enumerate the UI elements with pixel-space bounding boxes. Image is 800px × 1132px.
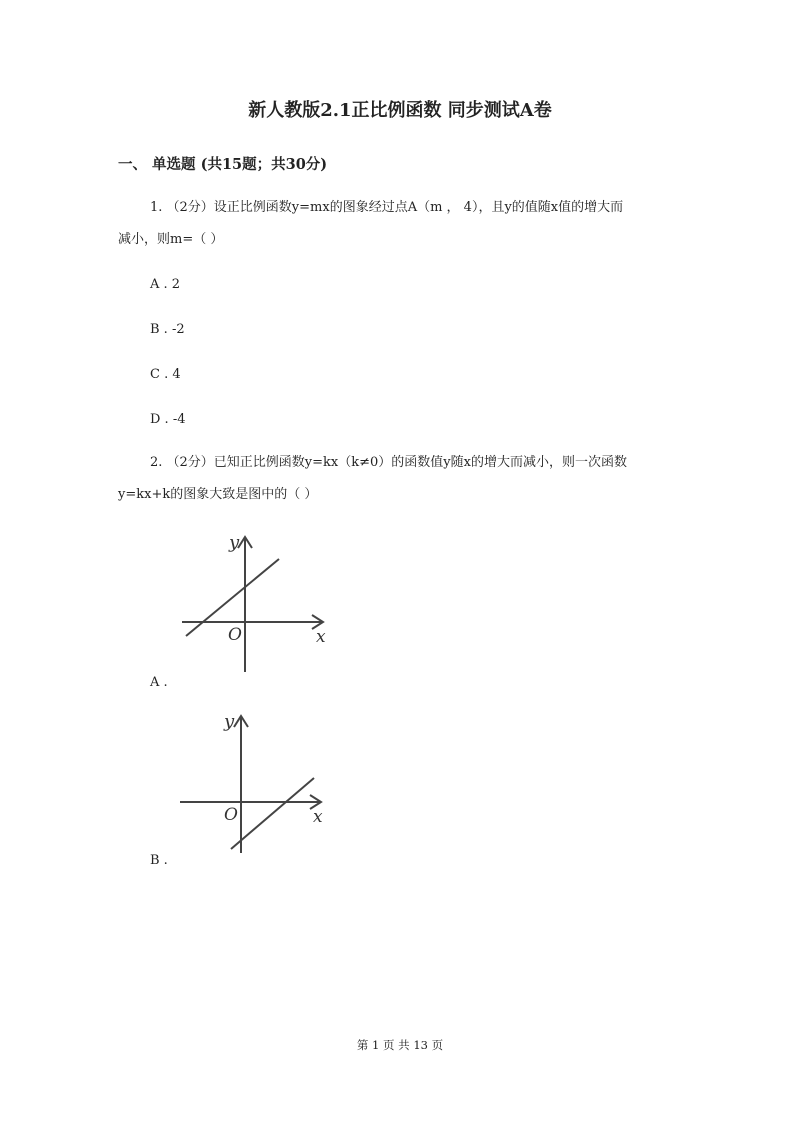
question-1-option-a: A . 2 [150, 277, 181, 292]
question-1-text-line2: 减小，则m=（ ） [118, 232, 224, 247]
question-2-option-b: B . [150, 853, 168, 868]
question-1-option-c: C . 4 [150, 367, 181, 382]
graph-b-origin-label: O [224, 805, 238, 825]
question-2-text-line1: 2. （2分）已知正比例函数y=kx（k≠0）的函数值y随x的增大而减小，则一次函数 [150, 455, 627, 470]
graph-a-origin-label: O [228, 625, 242, 645]
page-footer: 第 1 页 共 13 页 [356, 1038, 444, 1052]
section-heading: 一、 单选题 (共15题；共30分) [118, 156, 328, 173]
graph-b-line [231, 778, 314, 849]
question-1-option-d: D . -4 [150, 412, 186, 427]
question-1-option-b: B . -2 [150, 322, 185, 337]
document-title: 新人教版2.1正比例函数 同步测试A卷 [248, 100, 552, 121]
question-2-option-a: A . [150, 675, 168, 690]
question-1-text-line1: 1. （2分）设正比例函数y=mx的图象经过点A（m ， 4），且y的值随x值的增大而 [150, 200, 624, 215]
graph-b-y-label: y [224, 711, 235, 732]
graph-b-x-label: x [313, 807, 323, 827]
graph-a-y-label: y [229, 532, 240, 553]
question-2-text-line2: y=kx+k的图象大致是图中的（ ） [118, 487, 318, 502]
graph-a-x-label: x [316, 627, 326, 647]
